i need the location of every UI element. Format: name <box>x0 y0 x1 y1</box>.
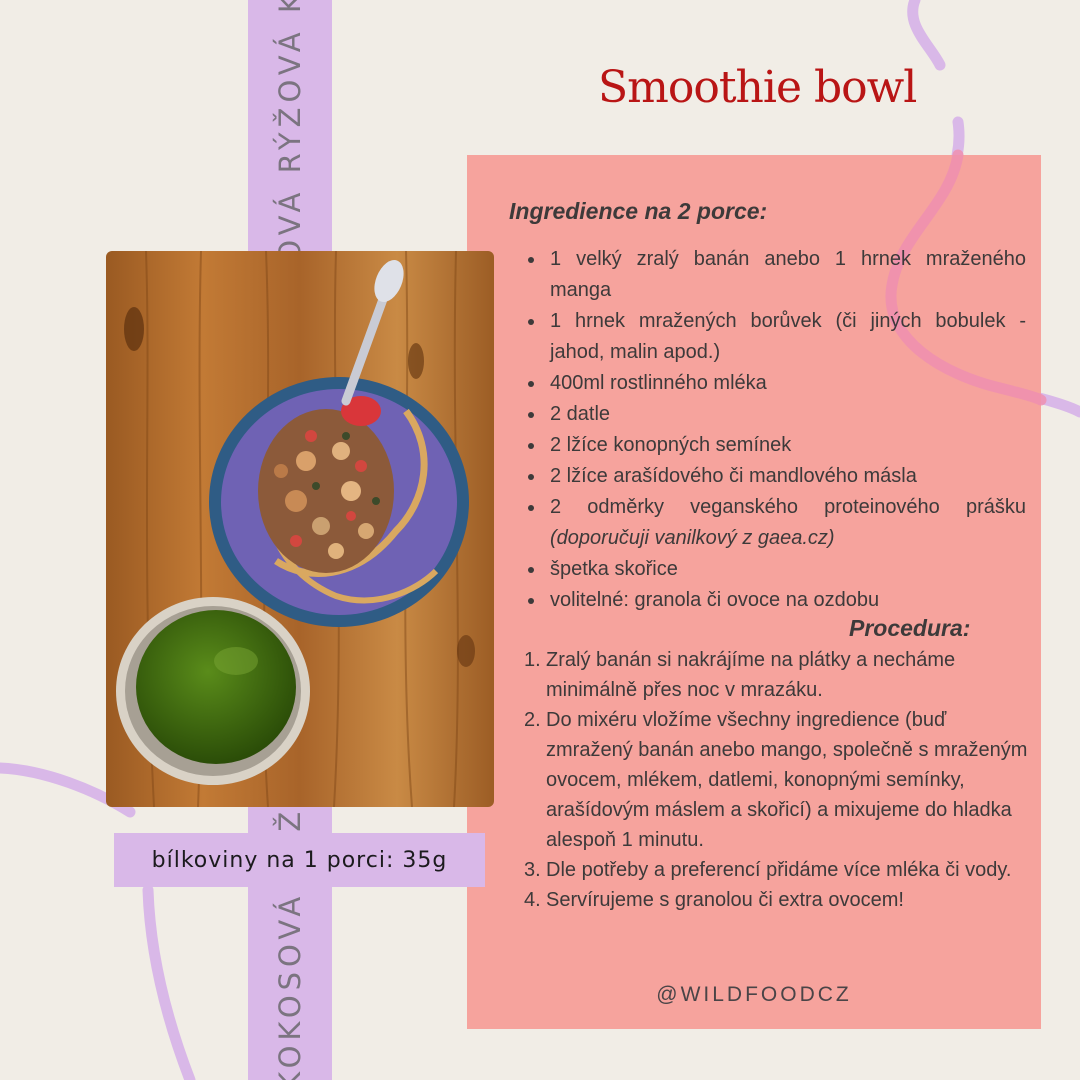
page-title: Smoothie bowl <box>598 62 917 113</box>
list-item: 2. Do mixéru vložíme všechny ingredience (buď zmražený banán anebo mango, společně s mraženým ovocem, mlékem, datlemi, konopnými semínky, arašídovým máslem a skořicí) a mixujeme do hladka alespoň 1 minutu. <box>524 709 1028 851</box>
ingredients-heading: Ingredience na 2 porce: <box>509 198 768 224</box>
list-item: 4. Servírujeme s granolou či extra ovocem! <box>524 889 904 911</box>
list-item: 2 datle <box>513 399 1026 430</box>
smoothie-bowl-photo <box>106 251 494 807</box>
list-item: 2 lžíce konopných semínek <box>513 430 1026 461</box>
protein-badge: bílkoviny na 1 porci: 35g <box>114 833 485 887</box>
list-item: 3. Dle potřeby a preferencí přidáme více mléka či vody. <box>524 859 1012 881</box>
procedure-heading: Procedura: <box>849 615 971 641</box>
protein-note: (doporučuji vanilkový z gaea.cz) <box>550 527 835 549</box>
list-item: 1 velký zralý banán anebo 1 hrnek mraženého manga <box>513 244 1026 306</box>
social-handle: @WILDFOODCZ <box>656 983 852 1006</box>
list-item: volitelné: granola či ovoce na ozdobu <box>513 585 1026 616</box>
procedure-list <box>524 645 1029 915</box>
list-item: špetka skořice <box>513 554 1026 585</box>
list-item: 2 odměrky veganského proteinového prášku (doporučuji vanilkový z gaea.cz) <box>513 492 1026 554</box>
list-item: 2 lžíce arašídového či mandlového másla <box>513 461 1026 492</box>
ingredients-list <box>513 244 1026 616</box>
list-item: 1 hrnek mražených borůvek (či jiných bobulek - jahod, malin apod.) <box>513 306 1026 368</box>
list-item: 1. Zralý banán si nakrájíme na plátky a necháme minimálně přes noc v mrazáku. <box>524 649 956 701</box>
list-item: 400ml rostlinného mléka <box>513 368 1026 399</box>
